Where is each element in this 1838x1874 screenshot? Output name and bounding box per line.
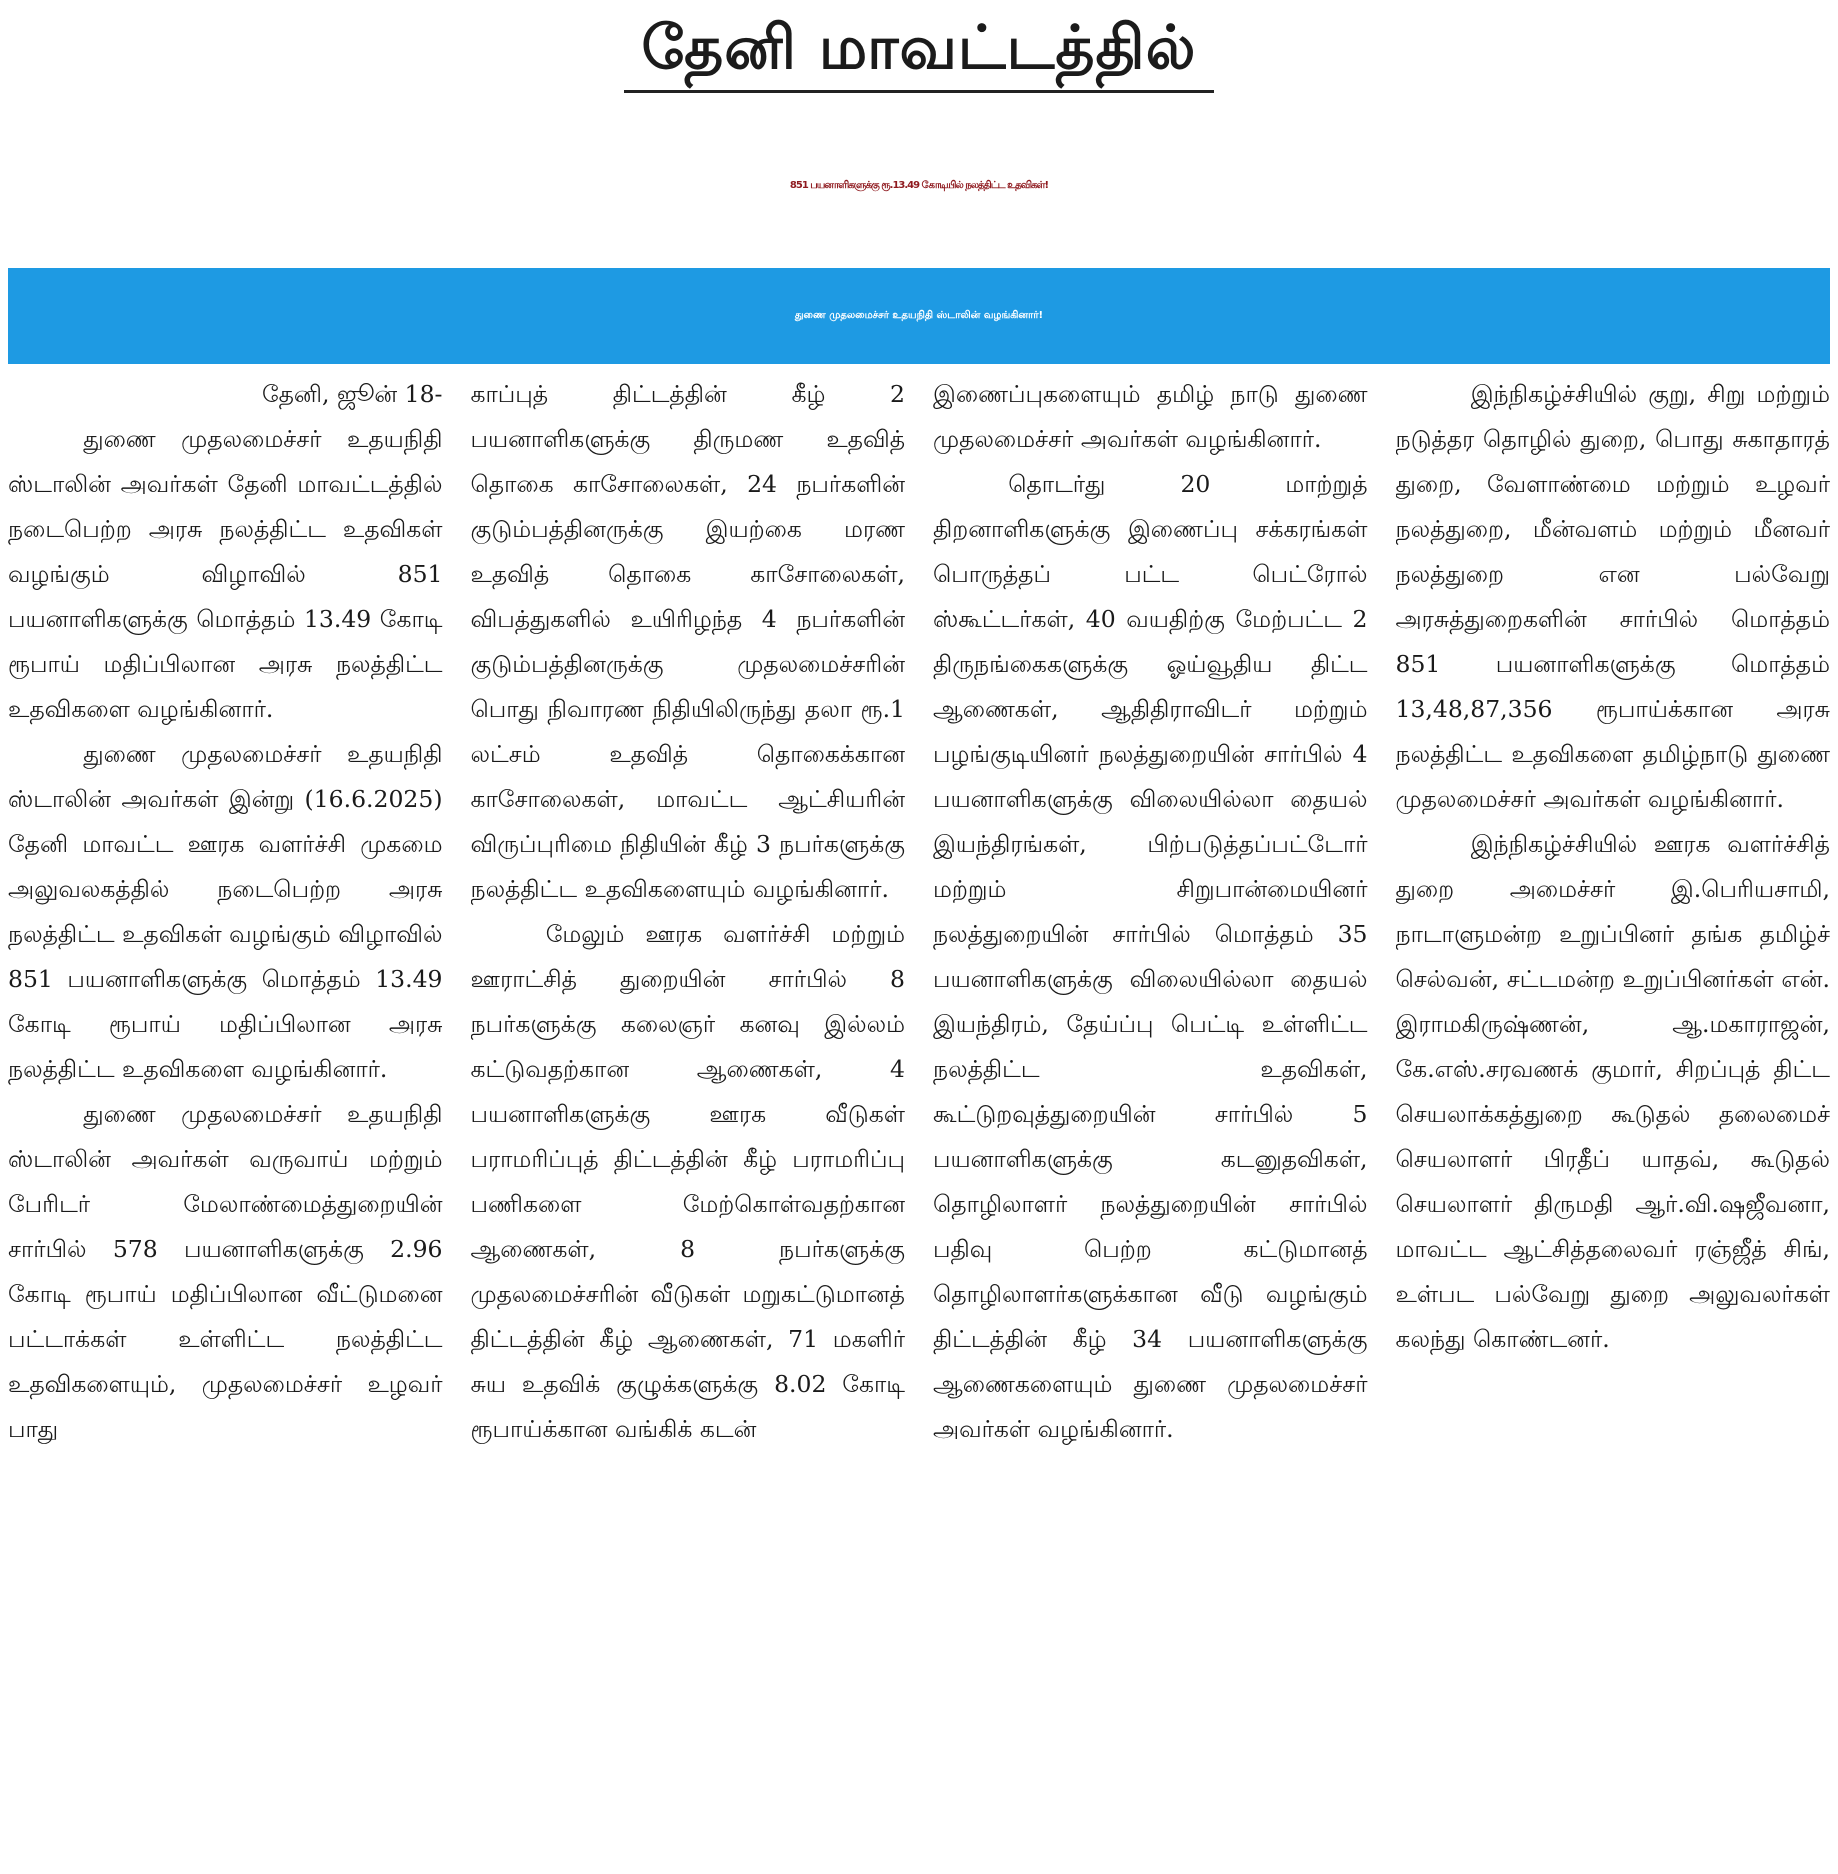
article-body	[8, 372, 1830, 1868]
article-column-1	[8, 372, 443, 1868]
article-paragraph: இணைப்புகளையும் தமிழ் நாடு துணை முதலமைச்சர் அவர்கள் வழங்கினார்.	[933, 380, 1368, 453]
kicker-text: தேனி மாவட்டத்தில்	[624, 6, 1215, 93]
article-column-3	[933, 372, 1368, 1868]
article-paragraph: துணை முதலமைச்சர் உதயநிதி ஸ்டாலின் அவர்கள் தேனி மாவட்டத்தில் நடைபெற்ற அரசு நலத்திட்ட உதவிகள் வழங்கும் விழாவில் 851 பயனாளிகளுக்கு மொத்தம் 13.49 கோடி ரூபாய் மதிப்பிலான அரசு நலத்திட்ட உதவிகளை வழங்கினார்.	[8, 425, 443, 723]
article-paragraph: இந்நிகழ்ச்சியில் குறு, சிறு மற்றும் நடுத்தர தொழில் துறை, பொது சுகாதாரத் துறை, வேளாண்மை மற்றும் உழவர் நலத்துறை, மீன்வளம் மற்றும் மீனவர் நலத்துறை என பல்வேறு அரசுத்துறைகளின் சார்பில் மொத்தம் 851 பயனாளிகளுக்கு மொத்தம் 13,48,87,356 ரூபாய்க்கான அரசு நலத்திட்ட உதவிகளை தமிழ்நாடு துணை முதலமைச்சர் அவர்கள் வழங்கினார்.	[1395, 380, 1830, 813]
article-column-2	[471, 372, 906, 1868]
article-paragraph: துணை முதலமைச்சர் உதயநிதி ஸ்டாலின் அவர்கள் இன்று (16.6.2025) தேனி மாவட்ட ஊரக வளர்ச்சி முகமை அலுவலகத்தில் நடைபெற்ற அரசு நலத்திட்ட உதவிகள் வழங்கும் விழாவில் 851 பயனாளிகளுக்கு மொத்தம் 13.49 கோடி ரூபாய் மதிப்பிலான அரசு நலத்திட்ட உதவிகளை வழங்கினார்.	[8, 740, 443, 1083]
dateline: தேனி, ஜூன் 18-	[261, 380, 443, 408]
article-paragraph: மேலும் ஊரக வளர்ச்சி மற்றும் ஊராட்சித் துறையின் சார்பில் 8 நபர்களுக்கு கலைஞர் கனவு இல்லம் கட்டுவதற்கான ஆணைகள், 4 பயனாளிகளுக்கு ஊரக வீடுகள் பராமரிப்புத் திட்டத்தின் கீழ் பராமரிப்பு பணிகளை மேற்கொள்வதற்கான ஆணைகள், 8 நபர்களுக்கு முதலமைச்சரின் வீடுகள் மறுகட்டுமானத் திட்டத்தின் கீழ் ஆணைகள், 71 மகளிர் சுய உதவிக் குழுக்களுக்கு 8.02 கோடி ரூபாய்க்கான வங்கிக் கடன்	[470, 920, 905, 1443]
article-paragraph: துணை முதலமைச்சர் உதயநிதி ஸ்டாலின் அவர்கள் வருவாய் மற்றும் பேரிடர் மேலாண்மைத்துறையின் சார்பில் 578 பயனாளிகளுக்கு 2.96 கோடி ரூபாய் மதிப்பிலான வீட்டுமனை பட்டாக்கள் உள்ளிட்ட நலத்திட்ட உதவிகளையும், முதலமைச்சர் உழவர் பாது	[8, 1100, 443, 1443]
main-headline: 851 பயனாளிகளுக்கு ரூ.13.49 கோடியில் நலத்திட்ட உதவிகள்!	[789, 180, 1049, 191]
article-column-4	[1396, 372, 1831, 1868]
article-paragraph: காப்புத் திட்டத்தின் கீழ் 2 பயனாளிகளுக்கு திருமண உதவித் தொகை காசோலைகள், 24 நபர்களின் குடும்பத்தினருக்கு இயற்கை மரண உதவித் தொகை காசோலைகள், விபத்துகளில் உயிரிழந்த 4 நபர்களின் குடும்பத்தினருக்கு முதலமைச்சரின் பொது நிவாரண நிதியிலிருந்து தலா ரூ.1 லட்சம் உதவித் தொகைக்கான காசோலைகள், மாவட்ட ஆட்சியரின் விருப்புரிமை நிதியின் கீழ் 3 நபர்களுக்கு நலத்திட்ட உதவிகளையும் வழங்கினார்.	[470, 380, 905, 903]
subheadline-banner: துணை முதலமைச்சர் உதயநிதி ஸ்டாலின் வழங்கினார்!	[8, 268, 1830, 364]
article-paragraph: இந்நிகழ்ச்சியில் ஊரக வளர்ச்சித் துறை அமைச்சர் இ.பெரியசாமி, நாடாளுமன்ற உறுப்பினர் தங்க தமிழ்ச் செல்வன், சட்டமன்ற உறுப்பினர்கள் என். இராமகிருஷ்ணன், ஆ.மகாராஜன், கே.எஸ்.சரவணக் குமார், சிறப்புத் திட்ட செயலாக்கத்துறை கூடுதல் தலைமைச் செயலாளர் பிரதீப் யாதவ், கூடுதல் செயலாளர் திருமதி ஆர்.வி.ஷஜீவனா, மாவட்ட ஆட்சித்தலைவர் ரஞ்ஜீத் சிங், உள்பட பல்வேறு துறை அலுவலர்கள் கலந்து கொண்டனர்.	[1395, 830, 1830, 1353]
kicker-heading	[0, 6, 1838, 101]
article-paragraph: தொடர்து 20 மாற்றுத் திறனாளிகளுக்கு இணைப்பு சக்கரங்கள் பொருத்தப் பட்ட பெட்ரோல் ஸ்கூட்டர்கள், 40 வயதிற்கு மேற்பட்ட 2 திருநங்கைகளுக்கு ஓய்வூதிய திட்ட ஆணைகள், ஆதிதிராவிடர் மற்றும் பழங்குடியினர் நலத்துறையின் சார்பில் 4 பயனாளிகளுக்கு விலையில்லா தையல் இயந்திரங்கள், பிற்படுத்தப்பட்டோர் மற்றும் சிறுபான்மையினர் நலத்துறையின் சார்பில் மொத்தம் 35 பயனாளிகளுக்கு விலையில்லா தையல் இயந்திரம், தேய்ப்பு பெட்டி உள்ளிட்ட நலத்திட்ட உதவிகள், கூட்டுறவுத்துறையின் சார்பில் 5 பயனாளிகளுக்கு கடனுதவிகள், தொழிலாளர் நலத்துறையின் சார்பில் பதிவு பெற்ற கட்டுமானத் தொழிலாளர்களுக்கான வீடு வழங்கும் திட்டத்தின் கீழ் 34 பயனாளிகளுக்கு ஆணைகளையும் துணை முதலமைச்சர் அவர்கள் வழங்கினார்.	[933, 470, 1368, 1443]
